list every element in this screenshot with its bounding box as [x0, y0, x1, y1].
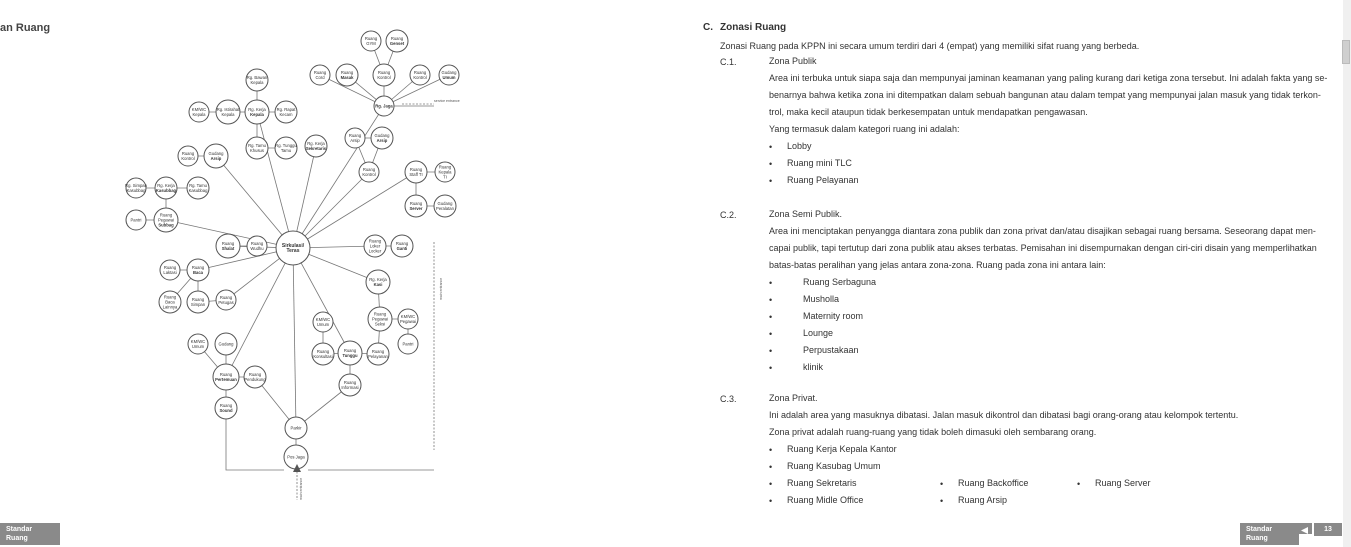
diagram-node	[386, 30, 408, 52]
diagram-node-label: Pelayanan	[368, 353, 388, 359]
diagram-node	[367, 343, 389, 365]
bullet: •	[769, 363, 773, 373]
diagram-node-label: Ruang	[343, 348, 357, 354]
diagram-node	[178, 146, 198, 166]
diagram-node	[213, 364, 239, 390]
diagram-node-label: Ganti	[396, 245, 408, 251]
bullet: •	[769, 346, 773, 356]
diagram-node-label: Rg. Jaga	[375, 103, 393, 109]
diagram-node-label: Seksi	[374, 321, 386, 327]
diagram-node-label: Kasubbag	[188, 187, 208, 193]
zone-1-line-3: trol, maka kecil ataupun tidak berkesempatan untuk mendapatkan pengawasan.	[769, 107, 1088, 117]
diagram-node	[246, 69, 268, 91]
diagram-node-label: KM/WC	[315, 317, 331, 323]
diagram-node-label: Kontrol	[181, 155, 195, 161]
diagram-node-label: Kepala	[438, 169, 452, 175]
zone-3-line-1: Ini adalah area yang masuknya dibatasi. Jalan masuk dikontrol dan dibatasi bagi orang-orang atau kelompok tertentu.	[769, 410, 1239, 420]
diagram-node-label: Laktasi	[163, 269, 177, 275]
prev-page-indicator	[1298, 523, 1312, 534]
diagram-node-label: Ruang	[390, 36, 404, 42]
zone-2-item: Musholla	[803, 294, 840, 304]
diagram-node-label: Ruang	[373, 311, 387, 317]
diagram-node-label: Pantri	[402, 341, 414, 347]
diagram-node-label: Pertemuan	[215, 376, 237, 382]
diagram-node	[391, 235, 413, 257]
diagram-node-label: Ruang	[340, 70, 354, 76]
zone-1-title: Zona Publik	[769, 56, 817, 66]
zone-3-item: Ruang Server	[1095, 478, 1151, 488]
diagram-node-label: Locker	[368, 248, 382, 254]
diagram-node-label: Sekretaris	[305, 145, 327, 151]
diagram-node	[410, 65, 430, 85]
main-entrance-bottom-label: main entrance	[299, 477, 303, 500]
diagram-node-label: KM/WC	[400, 314, 416, 320]
diagram-node-label: Ruang	[159, 212, 173, 218]
left-footer-label: Standar Ruang	[0, 523, 60, 545]
diagram-node-label: Kontrol	[377, 74, 391, 80]
diagram-node-label: Ruang	[163, 265, 177, 271]
diagram-node	[405, 161, 427, 183]
diagram-node-label: Parkir	[290, 425, 302, 431]
diagram-node-label: Ruang	[163, 294, 177, 300]
diagram-node-label: Arsip	[376, 137, 388, 143]
diagram-node-label: Ruang	[313, 70, 327, 76]
scrollbar-thumb[interactable]	[1342, 40, 1350, 64]
diagram-node	[374, 96, 394, 116]
diagram-node-label: Rg. Istirahat	[216, 107, 240, 113]
diagram-connector	[226, 419, 284, 470]
bullet: •	[769, 496, 773, 506]
diagram-node	[216, 100, 240, 124]
diagram-node-label: Kepala	[250, 111, 264, 117]
zone-3-item: Ruang Kasubag Umum	[787, 461, 881, 471]
diagram-node-label: Kontrol	[413, 74, 427, 80]
bullet: •	[940, 479, 944, 489]
diagram-node-label: Lainnya	[162, 304, 178, 310]
diagram-node-label: Baca	[192, 269, 204, 275]
diagram-node	[187, 291, 209, 313]
diagram-node	[187, 177, 209, 199]
diagram-node-label: Ruang	[343, 380, 357, 386]
zone-3-item: Ruang Sekretaris	[787, 478, 857, 488]
diagram-node-label: Umum	[191, 343, 205, 349]
section-intro: Zonasi Ruang pada KPPN ini secara umum terdiri dari 4 (empat) yang memiliki sifat ruang yang berbeda.	[720, 41, 1140, 51]
diagram-node-label: Gudang	[208, 151, 224, 157]
diagram-node-label: Subbag	[158, 222, 174, 228]
diagram-node-label: Wudhu	[250, 245, 264, 251]
zone-1-line-1: Area ini terbuka untuk siapa saja dan mempunyai jaminan keamanan yang paling kurang dari ketiga zona tersebut. Ini adalah fakta yang se-	[769, 73, 1328, 83]
diagram-node-label: Rg. Kerja	[248, 107, 266, 113]
zoning-diagram	[112, 20, 460, 500]
diagram-node	[216, 290, 236, 310]
bullet: •	[769, 176, 773, 186]
diagram-node-label: Gudang	[374, 133, 390, 139]
diagram-node-label: Sirkulasi/	[281, 243, 305, 250]
diagram-node-label: Rg. Tamu	[248, 143, 266, 149]
diagram-node-label: Umum	[316, 321, 330, 327]
diagram-node-label: Rg. Rapat	[276, 107, 296, 113]
bullet: •	[769, 329, 773, 339]
diagram-node-label: Gudang	[441, 70, 457, 76]
diagram-node-label: Simpan	[190, 301, 206, 307]
bullet: •	[769, 312, 773, 322]
diagram-node	[336, 64, 358, 86]
zone-1-number: C.1.	[720, 57, 737, 67]
bullet: •	[769, 278, 773, 288]
diagram-node-label: Ruang	[409, 167, 423, 173]
diagram-node-label: KM/WC	[190, 339, 206, 345]
diagram-node-label: Kecam	[279, 111, 293, 117]
diagram-node	[359, 162, 379, 182]
diagram-node	[434, 195, 456, 217]
diagram-node-label: Arsip	[210, 155, 222, 161]
diagram-node	[398, 334, 418, 354]
diagram-node-label: Khusus	[250, 147, 264, 153]
triangle-left-icon	[1298, 525, 1312, 536]
diagram-node	[361, 31, 381, 51]
zone-2-item: Maternity room	[803, 311, 864, 321]
diagram-node-label: Tamu	[280, 147, 292, 153]
diagram-node	[439, 65, 459, 85]
right-footer-label: Standar Ruang	[1240, 523, 1299, 545]
diagram-node-label: Petugas	[218, 299, 234, 305]
diagram-node	[338, 341, 362, 365]
zone-1-line-4: Yang termasuk dalam kategori ruang ini adalah:	[769, 124, 960, 134]
main-entrance-right-label: main entrance	[439, 277, 443, 300]
diagram-node	[312, 343, 334, 365]
zone-3-item: Ruang Arsip	[958, 495, 1008, 505]
diagram-node-label: Loker	[369, 243, 381, 249]
bullet: •	[769, 295, 773, 305]
zone-2-item: Lounge	[803, 328, 834, 338]
diagram-node	[364, 235, 386, 257]
zone-2-number: C.2.	[720, 210, 737, 220]
diagram-node-label: Ruang	[438, 164, 452, 170]
zone-3-title: Zona Privat.	[769, 393, 818, 403]
diagram-node-label: Ruang	[219, 372, 233, 378]
diagram-node-label: Masak	[340, 74, 354, 80]
diagram-node	[215, 397, 237, 419]
bullet: •	[769, 479, 773, 489]
diagram-node-label: Ruang	[371, 349, 385, 355]
bullet: •	[940, 496, 944, 506]
diagram-node	[275, 137, 297, 159]
diagram-node-label: Arsip	[350, 137, 360, 143]
diagram-node-label: GYM	[366, 40, 376, 46]
diagram-node-label: Ruang	[362, 167, 376, 173]
diagram-node-label: Pos Jaga	[287, 454, 305, 460]
diagram-node-label: Rg. Kerja	[307, 141, 325, 147]
diagram-node-label: Rg. Simpan	[125, 183, 147, 189]
diagram-node-label: Ruang	[191, 265, 205, 271]
diagram-node-center	[276, 231, 310, 265]
diagram-node-label: Kontrol	[362, 171, 376, 177]
diagram-node	[160, 260, 180, 280]
zone-2-item: Ruang Serbaguna	[803, 277, 877, 287]
diagram-node	[398, 309, 418, 329]
diagram-node-label: Kasubbag	[126, 187, 146, 193]
section-letter: C.	[703, 22, 713, 33]
diagram-node-label: Teras	[286, 247, 300, 254]
diagram-node-label: Ruang	[250, 241, 264, 247]
section-title: Zonasi Ruang	[720, 22, 787, 33]
diagram-edge	[257, 112, 293, 248]
diagram-node-label: Rg. Kerja	[369, 277, 387, 283]
diagram-node-label: Gudang	[437, 201, 453, 207]
diagram-node-label: Kepala	[192, 111, 206, 117]
diagram-node-label: Rg. Tamu	[189, 183, 207, 189]
zone-2-item: Perpustakaan	[803, 345, 859, 355]
diagram-node	[305, 135, 327, 157]
diagram-node	[366, 270, 390, 294]
diagram-node-label: Kepala	[250, 79, 264, 85]
diagram-node-label: Rg. Kerja	[157, 183, 175, 189]
diagram-node-label: Konsultasi	[313, 353, 333, 359]
diagram-node-label: Server	[409, 205, 423, 211]
diagram-node-label: Baca	[165, 299, 175, 305]
bullet: •	[1077, 479, 1081, 489]
diagram-node-label: Ruang	[409, 201, 423, 207]
diagram-edge	[293, 248, 296, 428]
diagram-node-label: Ruang	[377, 70, 391, 76]
diagram-node-label: Ruang	[316, 349, 330, 355]
diagram-edge	[293, 248, 350, 353]
diagram-node-label: Ruang	[219, 403, 233, 409]
diagram-node-label: Ruang	[348, 133, 362, 139]
diagram-node-label: Kepala	[221, 111, 235, 117]
diagram-node-label: Ruang	[395, 241, 409, 247]
diagram-node	[246, 137, 268, 159]
diagram-node	[313, 312, 333, 332]
diagram-node	[204, 144, 228, 168]
zone-1-item: Lobby	[787, 141, 812, 151]
zone-3-line-2: Zona privat adalah ruang-ruang yang tidak boleh dimasuki oleh sembarang orang.	[769, 427, 1097, 437]
diagram-node-label: Ruang	[364, 36, 378, 42]
diagram-node	[284, 445, 308, 469]
diagram-node	[187, 259, 209, 281]
diagram-node-label: Ruang	[221, 241, 235, 247]
diagram-node-label: Pegawai	[399, 318, 417, 324]
zone-2-line-2: capai publik, tapi tertutup dari zona publik atau akses terbatas. Pemisahan ini disempurnakan dengan ciri-ciri disain yang memperlihatkan	[769, 243, 1317, 253]
service-entrance-label: service entrance	[434, 99, 460, 103]
diagram-node	[125, 178, 148, 198]
diagram-node	[275, 101, 297, 123]
diagram-node-label: Ruang	[181, 151, 195, 157]
diagram-node-label: Ruang	[219, 295, 233, 301]
zone-3-item: Ruang Midle Office	[787, 495, 864, 505]
vertical-scrollbar[interactable]	[1343, 0, 1351, 547]
diagram-node-label: Tunggu	[342, 352, 358, 358]
diagram-node-label: Umum	[442, 74, 456, 80]
diagram-node	[345, 128, 365, 148]
diagram-node-label: Sound	[219, 407, 233, 413]
diagram-node	[285, 417, 307, 439]
diagram-node-label: Gudang	[218, 341, 234, 347]
diagram-node-label: Kasubbag	[155, 187, 177, 193]
zone-2-line-3: batas-batas peralihan yang jelas antara zona-zona. Ruang pada zona ini antara lain:	[769, 260, 1106, 270]
diagram-node	[373, 64, 395, 86]
diagram-node	[155, 177, 177, 199]
bullet: •	[769, 159, 773, 169]
diagram-node	[247, 236, 267, 256]
zone-2-line-1: Area ini menciptakan penyangga diantara zona publik dan zona privat dan/atau disajikan sebagai ruang bersama. Seseorang dapat men-	[769, 226, 1316, 236]
bullet: •	[769, 462, 773, 472]
diagram-node	[154, 208, 178, 232]
zone-3-item: Ruang Backoffice	[958, 478, 1029, 488]
diagram-node-label: Informasi	[341, 384, 359, 390]
zone-3-number: C.3.	[720, 394, 737, 404]
zone-3-item: Ruang Kerja Kepala Kantor	[787, 444, 897, 454]
diagram-node-label: Pantri	[130, 217, 142, 223]
diagram-node-label: Rg. Bawan	[246, 75, 268, 81]
diagram-node-label: Peralatan	[436, 205, 454, 211]
diagram-node	[159, 291, 181, 313]
diagram-node-label: Ruang	[413, 70, 427, 76]
diagram-node-label: Cord	[315, 74, 325, 80]
diagram-node-label: Staff TI	[409, 171, 423, 177]
diagram-node	[216, 234, 240, 258]
diagram-node	[215, 333, 237, 355]
zone-2-title: Zona Semi Publik.	[769, 209, 843, 219]
diagram-node-label: Ruang	[368, 238, 382, 244]
diagram-node-label: Pegawai	[371, 316, 389, 322]
zone-1-item: Ruang Pelayanan	[787, 175, 859, 185]
page-number: 13	[1314, 523, 1342, 536]
diagram-node	[339, 374, 361, 396]
diagram-node-label: Kasi	[373, 281, 383, 287]
diagram-node	[244, 366, 266, 388]
diagram-node-label: Pendukung	[244, 376, 266, 382]
diagram-node	[405, 195, 427, 217]
diagram-node-label: Ruang	[248, 372, 262, 378]
bullet: •	[769, 142, 773, 152]
diagram-node-label: Genset	[389, 40, 405, 46]
left-page-header: an Ruang	[0, 22, 51, 34]
diagram-node-label: Shalat	[221, 245, 235, 251]
diagram-node	[371, 127, 393, 149]
diagram-node-label: KM/WC	[191, 107, 207, 113]
zone-2-item: klinik	[803, 362, 824, 372]
diagram-node	[126, 210, 146, 230]
diagram-node-label: Pegawai	[157, 217, 175, 223]
diagram-node	[435, 162, 455, 182]
diagram-node	[188, 334, 208, 354]
diagram-node	[189, 102, 209, 122]
zone-1-line-2: benarnya bahwa ketika zona ini ditempatkan dalam sebuah bangunan atau dalam tempat yang mempunyai jalan masuk yang tidak terkon-	[769, 90, 1321, 100]
diagram-node-label: TI	[443, 174, 447, 180]
diagram-node	[310, 65, 330, 85]
bullet: •	[769, 445, 773, 455]
diagram-node	[245, 100, 269, 124]
diagram-node-label: Ruang	[191, 297, 205, 303]
diagram-node-label: Rg. Tunggu	[275, 143, 297, 149]
diagram-node	[368, 307, 392, 331]
zone-1-item: Ruang mini TLC	[787, 158, 852, 168]
